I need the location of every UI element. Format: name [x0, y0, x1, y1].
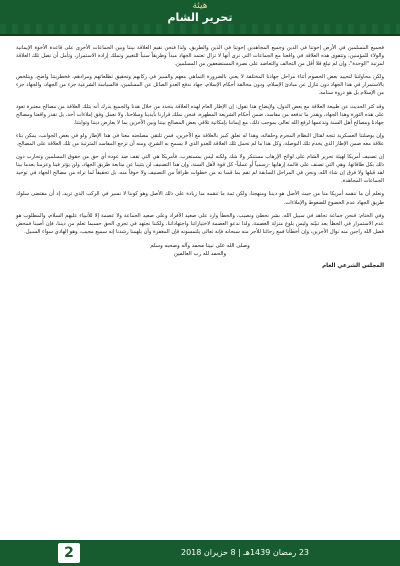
publication-date: 23 رمضان 1439هـ | 8 حزيران 2018 — [180, 548, 309, 557]
statement-body — [16, 44, 384, 514]
page-header — [0, 0, 400, 36]
page-number: 2 — [58, 543, 80, 563]
closing-line-2: والحمد لله رب العالمين — [173, 250, 227, 257]
paragraph-3: وقد كثر الحديث عن طبيعة العلاقة مع بعض الدول، ولإيضاح هذا نقول: إن الإطار العام لهذه العلاقة يتحدد من خلال هدنا والجميع يدرك أنه بتلك العلاقة من مصالح معتبرة تعود على هذه الثورة وهذا الجهاد، ويقدر ما تدفعه من مفاسد، ضمن أحكام الشريعة المطهرة، فنحن نملك قرارنا بأيدينا وسلاحنا، ولا نعمل وفق إملاءات أحد، بل نقدر واقعنا ومصالح جهادنا ومصالح أهل السنة وندعمها لرفع الله تعالى بموجب ذلك، مع إيماننا بإمكانية تلاقي بعض المصالح بيننا وبين الآخرين بما لا يعارض ديننا وثوابتنا. — [16, 103, 384, 126]
paragraph-1: فجميع المسلمين في الأرض إخوتنا في الدين وجميع المجاهدين إخوتنا في الدين والطريق، ولذا فنحن نقيم العلاقة بيننا وبين الجماعات الأخرى على قاعدة الأخوة الإيمانية والولاء للمؤمنين، وتتقوى هذه العلاقة في واقعنا مع الجماعات التي نرى أنها لا تزال تعتمد الجهاد مبدأ وطريقاً سنياً للتغيير وتملك إرادة الاستمرار، وتأمل أن تصل تلك العلاقة لمرتبة "الوحدة"، وإن لم تبلغ فلا أقل من التحالف والتعاضد على نصرة المستضعفين من المسلمين. — [16, 45, 384, 68]
signature: المجلس الشرعي العام — [322, 262, 384, 269]
paragraph-6: ونعلم أن ما تنقمه أمريكا منا من حيث الأصل هو ديننا ومنهجنا، ولكن ثمة ما تنقمه منا زيادة على ذلك الأصل وهو كوننا لا نسير في الركب الذي تريد، إذ أن مقتضى سلوك طريق الجهاد عدم الخضوع للضغوط والإملاءات. — [16, 191, 384, 206]
paragraph-4: وإن بوصلتنا العسكرية تتجه لقتال النظام المجرم وحلفائه، وهذا له تعلق كبير بالعلاقة مع الآخرين، فمن تلتقي مصلحته معنا في هذا الإطار ولو في بعض الجوانب، يمكن بناء علاقة معه ضمن الإطار الذي يخدم تلك البوصلة، وكل هذا ما لم تحمل تلك العلاقة للعدو الذي لا يسمح به الشرع، ومنه أن ترجع المفاسد المترتبة من تلك العلاقة على المصالح. — [16, 132, 384, 147]
organization-logo — [140, 2, 260, 32]
paragraph-5: إن تصنيف أمريكا لهيئة تحرير الشام على لوائح الإرهاب مستنكر ولا شك ولكنه ليس بمستغرب، فأمريكا هي التي تقف ضد عودة أي حق من حقوق المسلمين وتحارب دون ذلك بكل طاقاتها، وهي التي تصنف على قائمة إرهابها -رسمياً أو عملياً- كل قوة لأهل السنة، وإن هذا التصنيف لن يثنينا عن متابعة طريق الجهاد، ولن يؤثر فينا وعزمنا بعدما بينا لقد قيلها ولا فرق إن شاء الله، ونحن في المراحل السابقة لم نقم بما قمنا به من خطوات ظرافاً من التصنيف ولا خوفاً منه، بل تحقيقاً لما نراه من مصالح الجهاد في توحيد الجماعات المجاهدة. — [16, 154, 384, 185]
logo-name: تحرير الشام — [167, 11, 233, 24]
paragraph-7: وفي الختام: فنحن جماعة تجاهد في سبيل الله، بشر نخطئ ونصيب، والخطأ وارد على صعيد الأفراد وعلى صعيد الجماعة ولا عصمة إلا للأنبياء عليهم السلام، والمطلوب هو عدم الاستمرار في الخطأ بعد تبيّنه وليس بلوغ منزلة العصمة، ولذا ندعو العصمة لاختياراتنا واجتهاداتنا، ولكننا نجتهد في تحري الحق حسبما تعلم من ديننا، فإن أصبنا فمحض فضل الله راجين منه نوال الأجرين، وإن أخطأنا فمع رجائنا للأجر منه سبحانه فإنه تعالى يلتمسونه فإن المغفرة وأن يلهمنا رشدنا إنه سميع مجيب، وهو الهادي سواء السبيل. — [16, 212, 384, 235]
page-footer — [0, 540, 400, 566]
paragraph-2: ولكن محاولتنا لتحييد بعض الخصوم أثناء مراحل جهادنا المختلفة لا يعني بالضرورة التماهي معهم والسير في ركابهم وتحقيق تطلعاتهم ومرادهم، فخطريتنا واضح، ويتلخص بالاستمرار في هذا الجهاد دون تنازل عن مبادئ الإسلام، ودون مخالفة أحكام الإسلام، جهاد ندفع العدو الصائل عن المسلمين، فالسياسة الشرعية جزء من الجهاد، والجهاد جزء من الإسلام بل هو ذروة سنامه. — [16, 74, 384, 97]
logo-mark: هيئة — [192, 1, 208, 11]
closing-prayer — [16, 242, 384, 258]
closing-line-1: وصلى الله على نبينا محمد وآله وصحبه وسلم — [150, 242, 250, 249]
